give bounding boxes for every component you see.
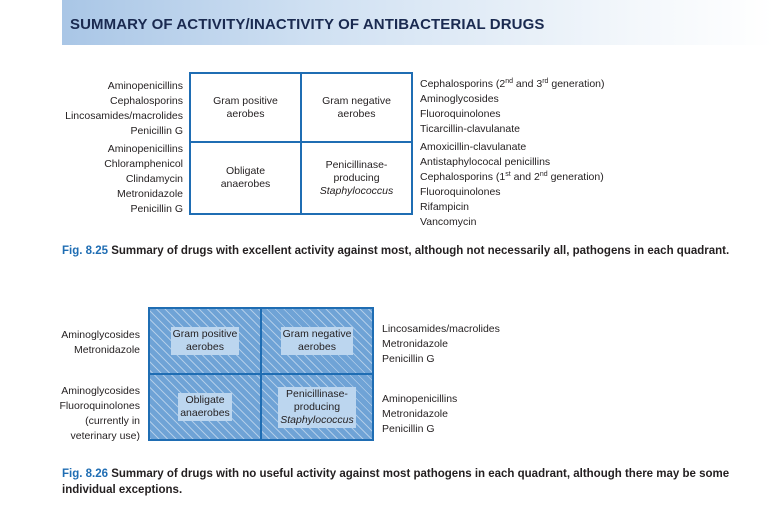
drug-item: Aminopenicillins	[382, 393, 458, 405]
quadrant-label: Obligate	[225, 165, 266, 177]
quadrant-label: producing	[333, 171, 380, 184]
drug-item: (currently in	[85, 415, 140, 427]
quadrant-label: Gram negative	[322, 94, 391, 107]
drug-item: Antistaphylococal penicillins	[420, 156, 551, 168]
drug-item: Metronidazole	[382, 408, 448, 420]
drug-item: Amoxicillin-clavulanate	[420, 141, 527, 153]
fig2-quadrant-gram-positive	[150, 309, 260, 373]
drug-item: Penicillin G	[382, 423, 435, 435]
caption-text: Summary of drugs with excellent activity against most, although not necessarily all, pathogens in each quadrant.	[111, 245, 730, 257]
quadrant-label-box	[278, 387, 356, 428]
section-title: SUMMARY OF ACTIVITY/INACTIVITY OF ANTIBACTERIAL DRUGS	[70, 16, 545, 33]
drug-item: Metronidazole	[74, 344, 140, 356]
fig1-quadrant-staphylococcus	[302, 143, 411, 213]
drug-item: Vancomycin	[420, 216, 477, 228]
fig1-caption	[62, 243, 762, 259]
quadrant-label-box	[171, 327, 240, 355]
quadrant-label: Gram positive	[172, 328, 238, 340]
drug-item: Aminopenicillins	[107, 143, 183, 155]
quadrant-label: aerobes	[337, 107, 376, 120]
quadrant-label-box	[178, 393, 232, 421]
drug-item: Penicillin G	[382, 353, 435, 365]
fig1-left-top-list	[65, 79, 183, 139]
fig2-caption	[62, 466, 764, 498]
quadrant-label: aerobes	[186, 341, 224, 353]
fig2-quadrant-gram-negative	[262, 309, 372, 373]
drug-item: Metronidazole	[117, 188, 183, 200]
quadrant-label: aerobes	[226, 107, 265, 120]
fig2-left-bottom-list	[59, 384, 140, 444]
fig1-quadrant-gram-positive	[191, 74, 300, 141]
drug-item: Fluoroquinolones	[420, 108, 501, 120]
fig2-quadrant-obligate-anaerobes	[150, 375, 260, 439]
drug-item: Lincosamides/macrolides	[382, 323, 500, 335]
fig1-right-top-list	[420, 77, 605, 137]
drug-item: Aminoglycosides	[61, 329, 140, 341]
figure-number: Fig. 8.25	[62, 245, 109, 257]
drug-item: Aminoglycosides	[61, 385, 140, 397]
fig1-right-bottom-list	[420, 140, 604, 230]
section-header	[62, 0, 774, 45]
drug-item: Rifampicin	[420, 201, 470, 213]
quadrant-label: Obligate	[185, 394, 225, 406]
drug-item: veterinary use)	[70, 430, 140, 442]
fig2-right-bottom-list	[382, 392, 457, 437]
figure-number: Fig. 8.26	[62, 468, 109, 480]
quadrant-label: Staphylococcus	[280, 413, 354, 426]
fig2-left-top-list	[61, 328, 140, 358]
quadrant-label: Gram positive	[213, 94, 278, 107]
drug-item: Chloramphenicol	[104, 158, 183, 170]
caption-text: Summary of drugs with no useful activity against most pathogens in each quadrant, although there may be some individual exceptions.	[62, 468, 730, 496]
fig1-quadrant-gram-negative	[302, 74, 411, 141]
quadrant-label: producing	[293, 400, 341, 413]
drug-item: Metronidazole	[382, 338, 448, 350]
quadrant-label: Penicillinase-	[286, 387, 348, 400]
quadrant-label: Staphylococcus	[319, 184, 394, 197]
fig2-right-top-list	[382, 322, 500, 367]
fig2-quadrant-staphylococcus	[262, 375, 372, 439]
drug-item: Cephalosporins	[110, 95, 183, 107]
drug-item: Aminoglycosides	[420, 93, 499, 105]
quadrant-label: anaerobes	[180, 407, 230, 419]
drug-item: Fluoroquinolones	[59, 400, 140, 412]
drug-item: Penicillin G	[130, 203, 183, 215]
fig1-left-bottom-list	[104, 142, 183, 217]
quadrant-label: Penicillinase-	[325, 158, 388, 171]
drug-item: Ticarcillin-clavulanate	[420, 123, 520, 135]
drug-item: Fluoroquinolones	[420, 186, 501, 198]
drug-item: Aminopenicillins	[107, 80, 183, 92]
drug-item: Clindamycin	[125, 173, 183, 185]
drug-item: Cephalosporins (1st and 2nd generation)	[420, 171, 604, 183]
quadrant-label: anaerobes	[220, 178, 271, 190]
fig1-quadrant-obligate-anaerobes	[191, 143, 300, 213]
quadrant-label: aerobes	[298, 341, 336, 353]
drug-item: Cephalosporins (2nd and 3rd generation)	[420, 78, 605, 90]
drug-item: Lincosamides/macrolides	[65, 110, 183, 122]
quadrant-label-box	[281, 327, 354, 355]
quadrant-label: Gram negative	[282, 328, 352, 340]
drug-item: Penicillin G	[130, 125, 183, 137]
